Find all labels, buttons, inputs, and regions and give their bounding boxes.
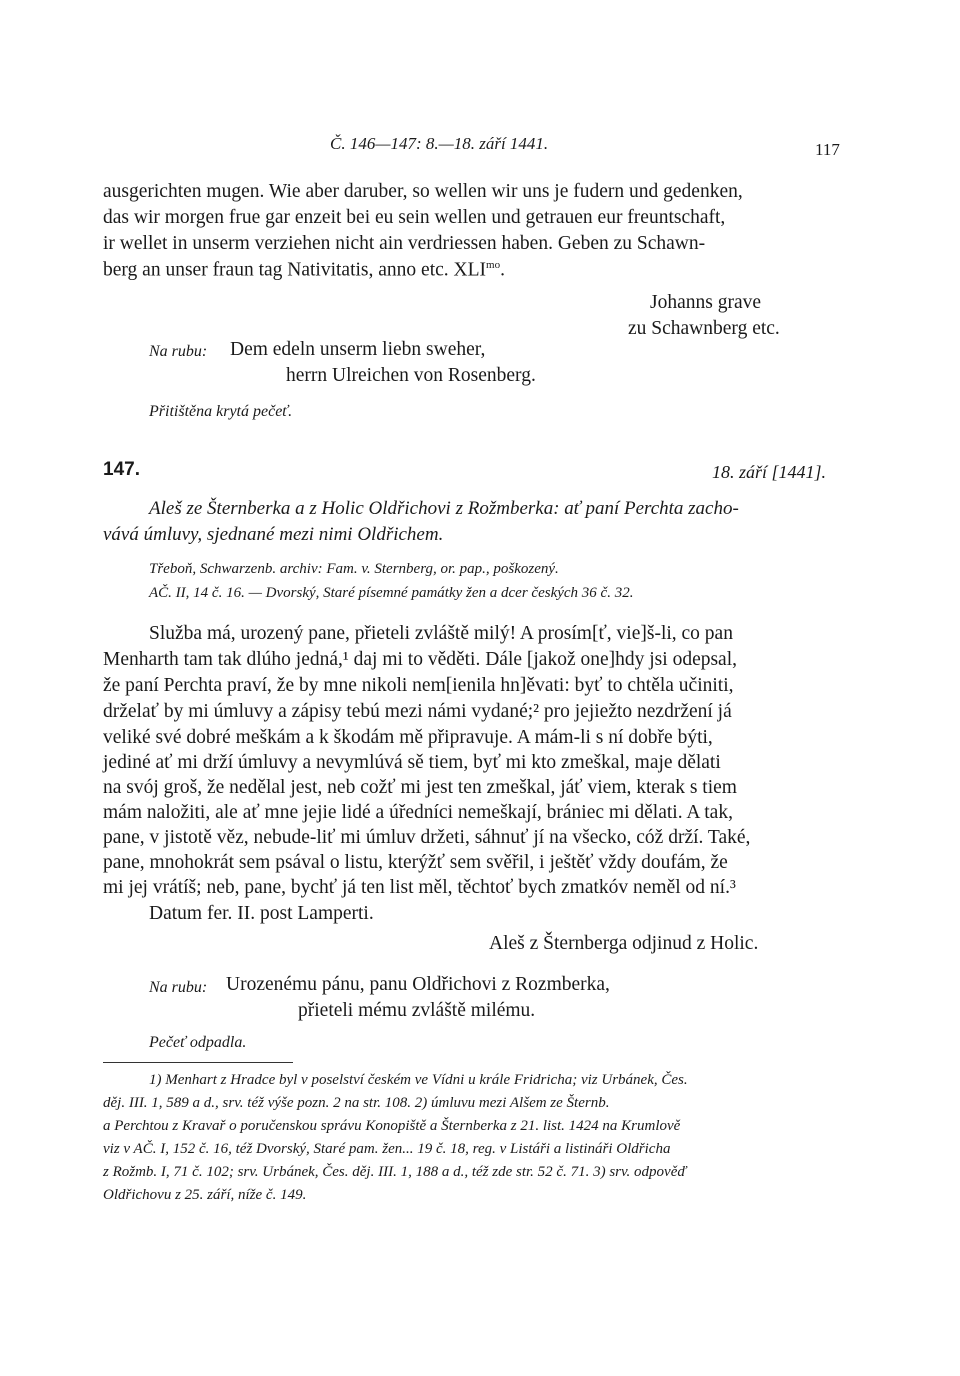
doc147-address-line-1: Urozenému pánu, panu Oldřichovi z Rozmberka, bbox=[226, 974, 610, 995]
doc147-signature: Aleš z Šternberga odjinud z Holic. bbox=[489, 933, 759, 954]
text-line: ir wellet in unserm verziehen nicht ain verdriessen haben. Geben zu Schawn- bbox=[103, 233, 706, 254]
text-line: Služba má, urozený pane, přieteli zvláště milý! A prosím[ť, vie]š-li, co pan bbox=[149, 623, 733, 644]
doc147-regest-line-1: Aleš ze Šternberka a z Holic Oldřichovi z Rožmberka: ať paní Perchta zacho- bbox=[149, 498, 739, 519]
text-line: jediné ať mi drží úmluvy a nevymlúvá sě tiem, byť mi kto zmeškal, maje dělati bbox=[103, 752, 721, 773]
text-line: na svój groš, že nedělal jest, neb cožť mi jest ten zmeškal, jáť viem, kterak s tiem bbox=[103, 777, 737, 798]
doc146-address-line-2: herrn Ulreichen von Rosenberg. bbox=[286, 365, 536, 386]
doc147-address-line-2: přieteli mému zvláště milému. bbox=[298, 1000, 536, 1021]
text-line: pane, mnohokrát sem psával o listu, kterýžť sem svěřil, i ještěť vždy doufám, že bbox=[103, 852, 728, 873]
text-line bbox=[103, 259, 505, 282]
text-line: mi jej vrátíš; neb, pane, bychť já ten list měl, těchtoť bych zmatkóv neměl od ní.³ bbox=[103, 877, 736, 898]
footnote-line: Oldřichovu z 25. září, níže č. 149. bbox=[103, 1187, 307, 1203]
text-line: das wir morgen frue gar enzeit bei eu sein wellen und getrauen eur freuntschaft, bbox=[103, 207, 726, 228]
doc147-number: 147. bbox=[103, 459, 140, 480]
text-line: ausgerichten mugen. Wie aber daruber, so wellen wir uns je fudern und gedenken, bbox=[103, 181, 743, 202]
text-segment: berg an unser fraun tag Nativitatis, anno etc. XLI bbox=[103, 259, 487, 281]
doc147-source-line-1: Třeboň, Schwarzenb. archiv: Fam. v. Sternberg, or. pap., poškozený. bbox=[149, 561, 559, 577]
doc147-seal-note: Pečeť odpadla. bbox=[149, 1034, 247, 1051]
footnote-line: děj. III. 1, 589 a d., srv. též výše pozn. 2 na str. 108. 2) úmluvu mezi Alšem ze Šternb. bbox=[103, 1095, 610, 1111]
text-line: pane, v jistotě věz, nebude-liť mi úmluv držeti, sáhnuť jí na všecko, cóž drží. Také, bbox=[103, 827, 751, 848]
page-number: 117 bbox=[815, 140, 840, 159]
doc146-address-line-1: Dem edeln unserm liebn sweher, bbox=[230, 339, 486, 360]
doc147-regest-line-2: vává úmluvy, sjednané mezi nimi Oldřichem. bbox=[103, 524, 444, 545]
footnote-line: 1) Menhart z Hradce byl v poselství českém ve Vídni u krále Fridricha; viz Urbánek, Čes. bbox=[149, 1072, 688, 1088]
doc146-margin-label: Na rubu: bbox=[149, 343, 208, 360]
doc147-source-line-2: AČ. II, 14 č. 16. — Dvorský, Staré písemné památky žen a dcer českých 36 č. 32. bbox=[149, 585, 634, 601]
footnote-divider bbox=[103, 1062, 293, 1063]
text-line: že paní Perchta praví, že by mne nikoli nem[ienila hn]ěvati: byť to chtěla učiniti, bbox=[103, 675, 734, 696]
doc147-margin-label: Na rubu: bbox=[149, 979, 208, 996]
running-title: Č. 146—147: 8.—18. září 1441. bbox=[330, 134, 549, 153]
footnote-line: z Rožmb. I, 71 č. 102; srv. Urbánek, Čes. děj. III. 1, 188 a d., též zde str. 52 č. 71. 3) srv. odpověď bbox=[103, 1164, 687, 1180]
text-line: drželať by mi úmluvy a zápisy tebú mezi námi vydané;² pro jejiežto nezdržení já bbox=[103, 701, 732, 722]
footnote-line: a Perchtou z Kravař o poručenskou správu Konopiště a Šternberka z 21. list. 1424 na Krumlově bbox=[103, 1118, 681, 1134]
text-line: Datum fer. II. post Lamperti. bbox=[149, 903, 374, 924]
superscript: mo bbox=[486, 259, 501, 271]
text-line: Menharth tam tak dlúho jedná,¹ daj mi to věděti. Dále [jakož one]hdy jsi odepsal, bbox=[103, 649, 738, 670]
doc146-signature-line-2: zu Schawnberg etc. bbox=[628, 318, 780, 339]
text-line: mám naložiti, ale ať mne jejie lidé a úředníci nemeškají, brániec mi dělati. A tak, bbox=[103, 802, 733, 823]
doc146-signature-line-1: Johanns grave bbox=[650, 292, 762, 313]
footnote-line: viz v AČ. I, 152 č. 16, též Dvorský, Staré pam. žen... 19 č. 18, reg. v Listáři a listináři Oldřicha bbox=[103, 1141, 671, 1157]
doc146-seal-note: Přitištěna krytá pečeť. bbox=[149, 403, 293, 420]
text-segment: . bbox=[500, 259, 505, 281]
doc147-date: 18. září [1441]. bbox=[712, 462, 827, 482]
text-line: veliké své dobré meškám a k škodám mě připravuje. A mám-li s ní dobře býti, bbox=[103, 727, 713, 748]
